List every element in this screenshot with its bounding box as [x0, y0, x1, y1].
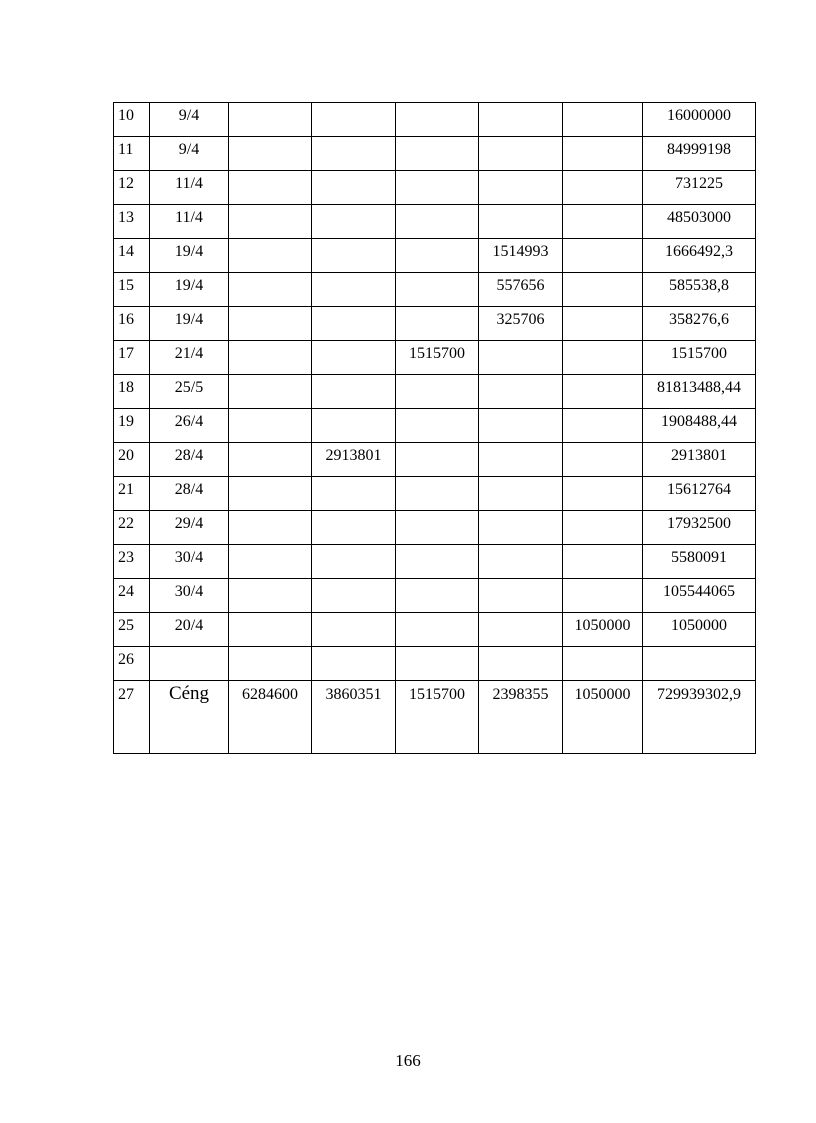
date-cell: 9/4: [150, 103, 229, 137]
amount-col-5-cell: [563, 375, 643, 409]
amount-col-3-cell: [396, 443, 479, 477]
amount-col-3-cell: [396, 273, 479, 307]
amount-col-2-cell: [312, 103, 396, 137]
amount-col-5-cell: [563, 137, 643, 171]
amount-col-5-cell: [563, 443, 643, 477]
ledger-body: [114, 103, 756, 754]
total-cell: 731225: [643, 171, 756, 205]
total-label-cell: Céng: [150, 681, 229, 754]
total-cell: 17932500: [643, 511, 756, 545]
amount-col-1-cell: [229, 511, 312, 545]
amount-col-4-cell: [479, 103, 563, 137]
amount-col-2-cell: [312, 205, 396, 239]
table-row: [114, 579, 756, 613]
amount-col-5-cell: [563, 273, 643, 307]
amount-col-5-cell: [563, 171, 643, 205]
amount-col-4-cell: [479, 511, 563, 545]
table-row: [114, 307, 756, 341]
amount-col-2-cell: [312, 375, 396, 409]
table-row: [114, 511, 756, 545]
table-row: [114, 477, 756, 511]
amount-col-1-cell: [229, 443, 312, 477]
amount-col-5-cell: [563, 239, 643, 273]
amount-col-5-cell: [563, 579, 643, 613]
amount-col-3-cell: [396, 613, 479, 647]
amount-col-2-cell: [312, 545, 396, 579]
sum-col-1-cell: 6284600: [229, 681, 312, 754]
amount-col-2-cell: [312, 341, 396, 375]
amount-col-5-cell: [563, 205, 643, 239]
date-cell: [150, 647, 229, 681]
row-number-cell: 17: [114, 341, 150, 375]
amount-col-5-cell: [563, 647, 643, 681]
amount-col-4-cell: [479, 613, 563, 647]
grand-total-cell: 729939302,9: [643, 681, 756, 754]
amount-col-5-cell: 1050000: [563, 613, 643, 647]
table-row: [114, 647, 756, 681]
amount-col-1-cell: [229, 137, 312, 171]
table-row: [114, 375, 756, 409]
date-cell: 25/5: [150, 375, 229, 409]
amount-col-1-cell: [229, 171, 312, 205]
row-number-cell: 27: [114, 681, 150, 754]
amount-col-4-cell: 1514993: [479, 239, 563, 273]
amount-col-4-cell: [479, 137, 563, 171]
sum-col-4-cell: 2398355: [479, 681, 563, 754]
amount-col-4-cell: [479, 205, 563, 239]
amount-col-2-cell: [312, 579, 396, 613]
date-cell: 19/4: [150, 307, 229, 341]
total-cell: 15612764: [643, 477, 756, 511]
total-cell: 81813488,44: [643, 375, 756, 409]
table-row: [114, 341, 756, 375]
row-number-cell: 23: [114, 545, 150, 579]
sum-col-2-cell: 3860351: [312, 681, 396, 754]
amount-col-3-cell: [396, 375, 479, 409]
total-cell: 2913801: [643, 443, 756, 477]
table-row: [114, 103, 756, 137]
row-number-cell: 13: [114, 205, 150, 239]
total-row: [114, 681, 756, 754]
amount-col-1-cell: [229, 103, 312, 137]
sum-col-3-cell: 1515700: [396, 681, 479, 754]
amount-col-4-cell: [479, 477, 563, 511]
row-number-cell: 25: [114, 613, 150, 647]
amount-col-2-cell: [312, 307, 396, 341]
total-cell: 48503000: [643, 205, 756, 239]
date-cell: 11/4: [150, 205, 229, 239]
row-number-cell: 15: [114, 273, 150, 307]
date-cell: 20/4: [150, 613, 229, 647]
date-cell: 28/4: [150, 477, 229, 511]
amount-col-4-cell: [479, 171, 563, 205]
amount-col-3-cell: [396, 647, 479, 681]
amount-col-1-cell: [229, 545, 312, 579]
amount-col-4-cell: [479, 545, 563, 579]
amount-col-2-cell: [312, 273, 396, 307]
total-cell: 1908488,44: [643, 409, 756, 443]
row-number-cell: 26: [114, 647, 150, 681]
amount-col-3-cell: [396, 171, 479, 205]
row-number-cell: 22: [114, 511, 150, 545]
amount-col-3-cell: [396, 239, 479, 273]
amount-col-1-cell: [229, 613, 312, 647]
date-cell: 29/4: [150, 511, 229, 545]
amount-col-3-cell: [396, 307, 479, 341]
amount-col-2-cell: [312, 239, 396, 273]
amount-col-4-cell: [479, 647, 563, 681]
amount-col-3-cell: [396, 545, 479, 579]
amount-col-1-cell: [229, 477, 312, 511]
amount-col-4-cell: 325706: [479, 307, 563, 341]
date-cell: 21/4: [150, 341, 229, 375]
amount-col-1-cell: [229, 239, 312, 273]
page-number: 166: [395, 1051, 421, 1070]
total-cell: 5580091: [643, 545, 756, 579]
amount-col-1-cell: [229, 273, 312, 307]
amount-col-4-cell: [479, 443, 563, 477]
amount-col-2-cell: [312, 647, 396, 681]
amount-col-3-cell: [396, 579, 479, 613]
row-number-cell: 21: [114, 477, 150, 511]
table-row: [114, 613, 756, 647]
amount-col-3-cell: [396, 137, 479, 171]
amount-col-4-cell: [479, 579, 563, 613]
total-cell: 105544065: [643, 579, 756, 613]
amount-col-1-cell: [229, 307, 312, 341]
total-cell: 358276,6: [643, 307, 756, 341]
amount-col-1-cell: [229, 579, 312, 613]
row-number-cell: 12: [114, 171, 150, 205]
amount-col-4-cell: [479, 375, 563, 409]
amount-col-3-cell: [396, 409, 479, 443]
table-row: [114, 239, 756, 273]
amount-col-5-cell: [563, 545, 643, 579]
row-number-cell: 24: [114, 579, 150, 613]
date-cell: 26/4: [150, 409, 229, 443]
date-cell: 19/4: [150, 273, 229, 307]
amount-col-4-cell: [479, 409, 563, 443]
amount-col-3-cell: [396, 205, 479, 239]
amount-col-1-cell: [229, 205, 312, 239]
amount-col-2-cell: [312, 477, 396, 511]
amount-col-2-cell: [312, 613, 396, 647]
date-cell: 30/4: [150, 579, 229, 613]
amount-col-4-cell: [479, 341, 563, 375]
amount-col-2-cell: [312, 409, 396, 443]
amount-col-1-cell: [229, 647, 312, 681]
amount-col-2-cell: 2913801: [312, 443, 396, 477]
amount-col-1-cell: [229, 409, 312, 443]
amount-col-5-cell: [563, 103, 643, 137]
amount-col-5-cell: [563, 409, 643, 443]
date-cell: 19/4: [150, 239, 229, 273]
date-cell: 11/4: [150, 171, 229, 205]
amount-col-5-cell: [563, 477, 643, 511]
row-number-cell: 19: [114, 409, 150, 443]
total-cell: 585538,8: [643, 273, 756, 307]
row-number-cell: 18: [114, 375, 150, 409]
row-number-cell: 16: [114, 307, 150, 341]
amount-col-4-cell: 557656: [479, 273, 563, 307]
table-row: [114, 205, 756, 239]
table-row: [114, 171, 756, 205]
amount-col-1-cell: [229, 341, 312, 375]
row-number-cell: 14: [114, 239, 150, 273]
total-cell: 16000000: [643, 103, 756, 137]
table-row: [114, 443, 756, 477]
amount-col-2-cell: [312, 171, 396, 205]
total-cell: 1050000: [643, 613, 756, 647]
sum-col-5-cell: 1050000: [563, 681, 643, 754]
total-cell: 1515700: [643, 341, 756, 375]
table-row: [114, 137, 756, 171]
table-row: [114, 409, 756, 443]
date-cell: 28/4: [150, 443, 229, 477]
table-row: [114, 273, 756, 307]
amount-col-2-cell: [312, 511, 396, 545]
total-cell: 84999198: [643, 137, 756, 171]
date-cell: 9/4: [150, 137, 229, 171]
row-number-cell: 20: [114, 443, 150, 477]
row-number-cell: 11: [114, 137, 150, 171]
amount-col-1-cell: [229, 375, 312, 409]
ledger-table: [113, 102, 756, 754]
total-cell: 1666492,3: [643, 239, 756, 273]
amount-col-3-cell: [396, 103, 479, 137]
table-row: [114, 545, 756, 579]
amount-col-5-cell: [563, 307, 643, 341]
amount-col-5-cell: [563, 511, 643, 545]
amount-col-3-cell: [396, 477, 479, 511]
amount-col-3-cell: [396, 511, 479, 545]
amount-col-5-cell: [563, 341, 643, 375]
amount-col-3-cell: 1515700: [396, 341, 479, 375]
amount-col-2-cell: [312, 137, 396, 171]
total-cell: [643, 647, 756, 681]
date-cell: 30/4: [150, 545, 229, 579]
row-number-cell: 10: [114, 103, 150, 137]
